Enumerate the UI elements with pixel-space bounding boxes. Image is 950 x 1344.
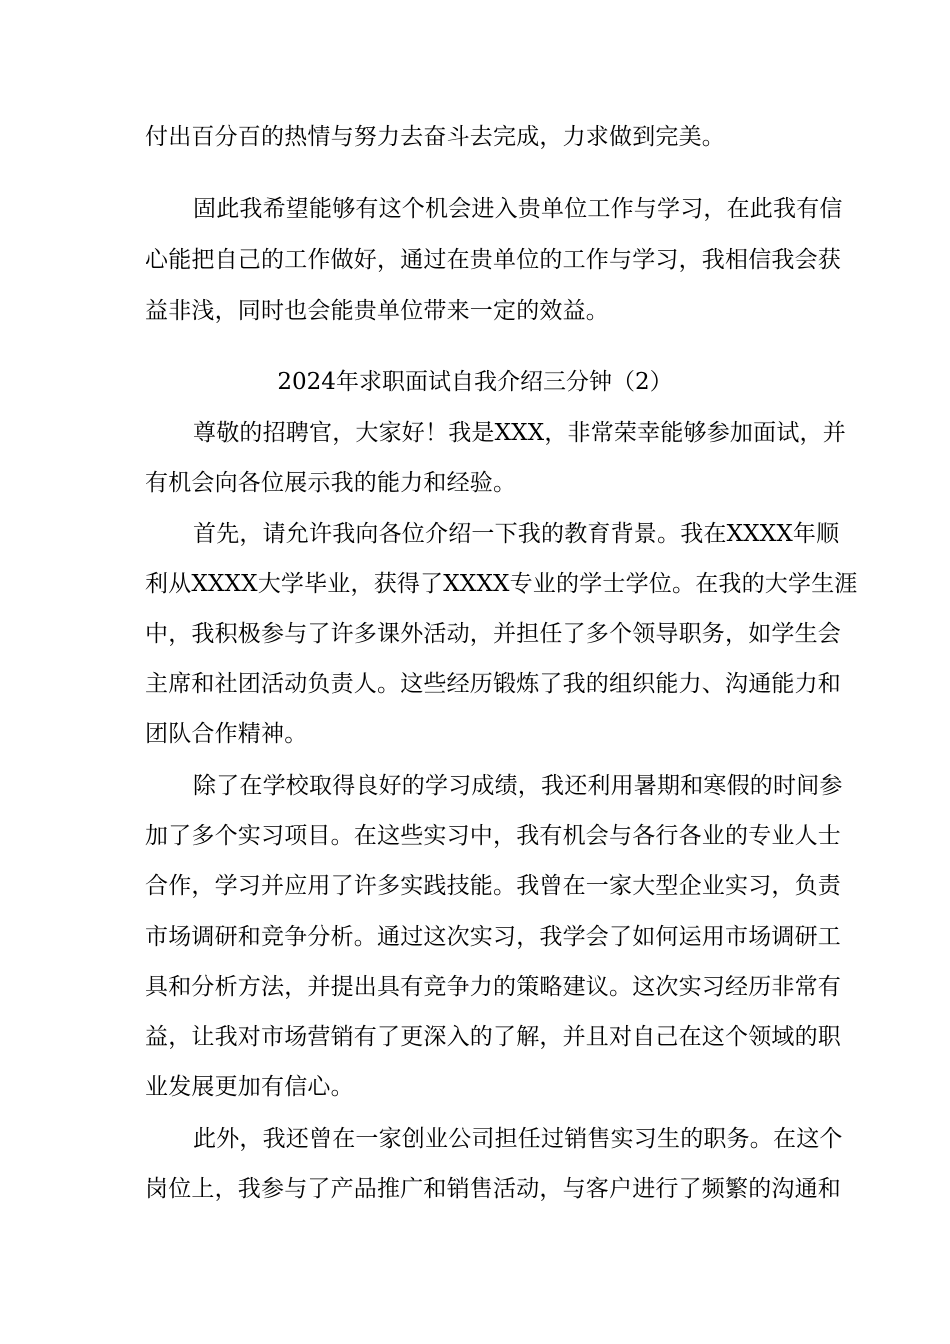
paragraph-line: 益，让我对市场营销有了更深入的了解，并且对自己在这个领域的职 (145, 1024, 841, 1050)
paragraph-line: 合作，学习并应用了许多实践技能。我曾在一家大型企业实习，负责 (145, 873, 841, 899)
paragraph-line: 付出百分百的热情与努力去奋斗去完成，力求做到完美。 (145, 124, 725, 150)
paragraph-line: 团队合作精神。 (145, 721, 308, 747)
paragraph-line: 尊敬的招聘官，大家好！我是XXX，非常荣幸能够参加面试，并 (193, 420, 846, 446)
paragraph-line: 利从XXXX大学毕业，获得了XXXX专业的学士学位。在我的大学生涯 (145, 571, 858, 597)
paragraph-line: 市场调研和竞争分析。通过这次实习，我学会了如何运用市场调研工 (145, 924, 841, 950)
paragraph-line: 固此我希望能够有这个机会进入贵单位工作与学习，在此我有信 (193, 196, 843, 222)
paragraph-line: 业发展更加有信心。 (145, 1074, 354, 1100)
paragraph-line: 有机会向各位展示我的能力和经验。 (145, 470, 517, 496)
paragraph-line: 除了在学校取得良好的学习成绩，我还利用暑期和寒假的时间参 (193, 773, 843, 799)
paragraph-line: 此外，我还曾在一家创业公司担任过销售实习生的职务。在这个 (193, 1126, 843, 1152)
paragraph-line: 具和分析方法，并提出具有竞争力的策略建议。这次实习经历非常有 (145, 974, 841, 1000)
paragraph-line: 首先，请允许我向各位介绍一下我的教育背景。我在XXXX年顺 (193, 521, 840, 547)
paragraph-line: 加了多个实习项目。在这些实习中，我有机会与各行各业的专业人士 (145, 823, 841, 849)
paragraph-line: 中，我积极参与了许多课外活动，并担任了多个领导职务，如学生会 (145, 621, 841, 647)
section-heading: 2024年求职面试自我介绍三分钟（2） (277, 369, 673, 395)
paragraph-line: 主席和社团活动负责人。这些经历锻炼了我的组织能力、沟通能力和 (145, 671, 841, 697)
paragraph-line: 益非浅，同时也会能贵单位带来一定的效益。 (145, 298, 609, 324)
paragraph-line: 岗位上，我参与了产品推广和销售活动，与客户进行了频繁的沟通和 (145, 1176, 841, 1202)
paragraph-line: 心能把自己的工作做好，通过在贵单位的工作与学习，我相信我会获 (145, 247, 841, 273)
